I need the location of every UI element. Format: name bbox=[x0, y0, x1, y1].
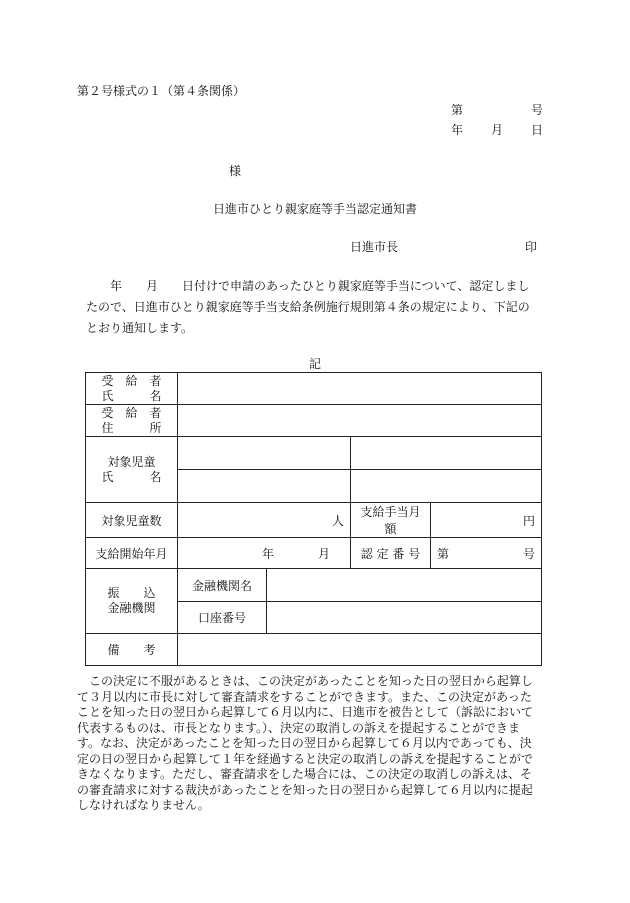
child-count-label: 対象児童数 bbox=[86, 503, 178, 538]
child-name-cell-3 bbox=[178, 470, 351, 503]
table-row bbox=[86, 373, 542, 405]
cert-number-value bbox=[431, 538, 542, 569]
start-month-value bbox=[178, 538, 351, 569]
monthly-amount-label: 支給手当月額 bbox=[351, 503, 431, 538]
start-month-unit: 月 bbox=[317, 546, 330, 561]
bank-name-label: 金融機関名 bbox=[178, 569, 267, 602]
table-row bbox=[86, 538, 542, 569]
recipient-name-value bbox=[178, 373, 542, 405]
monthly-amount-value bbox=[431, 503, 542, 538]
remarks-label: 備 考 bbox=[86, 634, 178, 666]
start-year-unit: 年 bbox=[261, 546, 274, 561]
table-row bbox=[86, 569, 542, 602]
table-row bbox=[86, 437, 542, 470]
notice-line: す。なお、決定があったことを知った日の翌日から起算して６月以内であっても、決 bbox=[77, 736, 532, 750]
body-line: 年 月 日付けで申請のあったひとり親家庭等手当について、認定しまし bbox=[110, 279, 530, 293]
child-count-unit: 人 bbox=[331, 513, 344, 528]
cert-suffix: 号 bbox=[522, 546, 535, 561]
body-line: たので、日進市ひとり親家庭等手当支給条例施行規則第４条の規定により、下記の bbox=[86, 300, 530, 314]
child-name-cell-1 bbox=[178, 437, 351, 470]
date-day: 日 bbox=[531, 123, 544, 137]
notice-line: て３月以内に市長に対して審査請求をすることができます。また、この決定があった bbox=[77, 689, 532, 704]
child-name-cell-2 bbox=[351, 437, 542, 470]
notice-line: ことを知った日の翌日から起算して６月以内に、日進市を被告として（訴訟において bbox=[77, 705, 534, 719]
recipient-name-label: 受 給 者 氏 名 bbox=[86, 373, 178, 405]
account-number-label: 口座番号 bbox=[178, 602, 267, 634]
monthly-amount-unit: 円 bbox=[522, 513, 535, 528]
table-row bbox=[86, 405, 542, 437]
date-month: 月 bbox=[491, 123, 504, 137]
form-number: 第２号様式の１（第４条関係） bbox=[77, 84, 246, 98]
recipient-address-label: 受 給 者 住 所 bbox=[86, 405, 178, 437]
account-number-value bbox=[267, 602, 542, 634]
cert-number-label: 認 定 番 号 bbox=[351, 538, 431, 569]
child-name-cell-4 bbox=[351, 470, 542, 503]
cert-prefix: 第 bbox=[437, 546, 450, 561]
table-row bbox=[86, 634, 542, 666]
table-row bbox=[86, 503, 542, 538]
child-name-label: 対象児童 氏 名 bbox=[86, 437, 178, 503]
notice-line: 代表するものは、市長となります。）、決定の取消しの訴えを提起することができま bbox=[77, 720, 521, 735]
remarks-value bbox=[178, 634, 542, 666]
child-count-value bbox=[178, 503, 351, 538]
issuer: 日進市長 bbox=[350, 240, 399, 254]
bank-label: 振 込 金融機関 bbox=[86, 569, 178, 634]
recipient-address-value bbox=[178, 405, 542, 437]
notice-line: しなければなりません。 bbox=[77, 798, 210, 812]
document-number-prefix: 第 bbox=[451, 103, 464, 117]
ki-heading: 記 bbox=[308, 357, 321, 371]
seal-mark: 印 bbox=[525, 240, 538, 254]
start-month-label: 支給開始年月 bbox=[86, 538, 178, 569]
notice-line: この決定に不服があるときは、この決定があったことを知った日の翌日から起算し bbox=[77, 674, 533, 688]
body-line: とおり通知します。 bbox=[86, 321, 194, 335]
date-year: 年 bbox=[451, 123, 464, 137]
notice-line: の審査請求に対する裁決があったことを知った日の翌日から起算して６月以内に提起 bbox=[77, 782, 533, 797]
notice-line: 定の日の翌日から起算して１年を経過すると決定の取消しの訴えを提起することがで bbox=[77, 751, 534, 766]
notice-line: きなくなります。ただし、審査請求をした場合には、この決定の取消しの訴えは、そ bbox=[77, 767, 533, 781]
document-title: 日進市ひとり親家庭等手当認定通知書 bbox=[212, 202, 417, 216]
notification-table bbox=[85, 372, 542, 666]
appeal-notice bbox=[77, 674, 555, 814]
addressee-suffix: 様 bbox=[229, 164, 242, 178]
bank-name-value bbox=[267, 569, 542, 602]
body-paragraph bbox=[86, 276, 550, 339]
document-number-suffix: 号 bbox=[531, 103, 544, 117]
